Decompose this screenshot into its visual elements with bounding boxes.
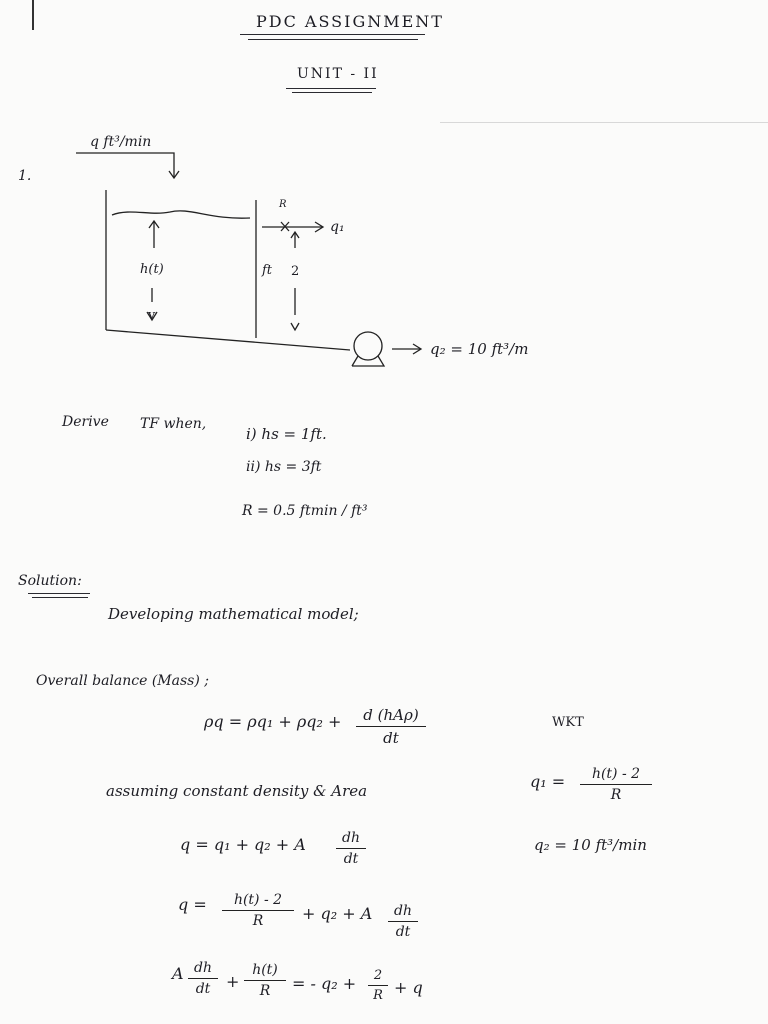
eq2-num: dh (342, 830, 360, 846)
eq4-mid: = - q₂ + (292, 974, 357, 993)
q1-label: q₁ (330, 219, 345, 235)
eq3-num2: dh (394, 903, 412, 919)
overall-balance: Overall balance (Mass) ; (36, 673, 209, 689)
eq4-fraction-1 (188, 960, 218, 997)
eq2-den: dt (343, 851, 359, 867)
eq3-num: h(t) - 2 (233, 892, 283, 908)
unit-underline-2 (292, 92, 372, 93)
eq4-bar3 (368, 985, 388, 986)
developing-model: Developing mathematical model; (108, 605, 359, 623)
derive-label: Derive (62, 414, 109, 430)
eq3-fraction-2 (388, 903, 418, 940)
eq1-bar (356, 726, 426, 727)
eq3-fraction (222, 892, 294, 929)
problem-number: 1. (18, 168, 32, 184)
eq4-bar2 (244, 980, 286, 981)
outlet-pipe (106, 330, 350, 350)
wkt-label: WKT (552, 715, 584, 730)
unit-underline (286, 88, 376, 89)
eq4-num1: dh (194, 960, 212, 976)
wkt-q2: q₂ = 10 ft³/min (534, 836, 647, 854)
eq3-lhs: q = (178, 895, 207, 914)
eq4-num3: 2 (373, 968, 383, 983)
wkt-q1-bar (580, 784, 652, 785)
title-underline-2 (248, 39, 418, 40)
wkt-q1-den: R (610, 787, 622, 803)
resistance-value: R = 0.5 ftmin / ft³ (242, 503, 368, 519)
solution-heading: Solution: (18, 573, 82, 589)
eq1-lhs: ρq = ρq₁ + ρq₂ + (204, 712, 342, 731)
eq2-bar (336, 848, 366, 849)
eq3-den: R (252, 913, 264, 929)
eq4-num2: h(t) (252, 962, 278, 978)
eq3-den2: dt (395, 924, 411, 940)
water-surface (112, 211, 250, 218)
eq4-bar1 (188, 978, 218, 979)
solution-underline (28, 593, 90, 594)
pump-outflow-label: q₂ = 10 ft³/m (430, 340, 529, 358)
eq4-den2: R (259, 983, 271, 999)
pump-icon (354, 332, 382, 360)
margin-mark (32, 0, 34, 30)
level-v: v (148, 308, 156, 323)
tf-when-label: TF when, (140, 416, 207, 432)
wkt-q1-fraction (580, 766, 652, 803)
eq1-num: d (hAρ) (363, 706, 419, 724)
unit-label: UNIT - II (297, 66, 379, 82)
inflow-label: q ft³/min (90, 134, 152, 150)
eq1-fraction (356, 706, 426, 747)
wkt-q1-lhs: q₁ = (530, 772, 566, 791)
eq1-den: dt (383, 729, 399, 747)
assumption: assuming constant density & Area (106, 782, 368, 800)
eq3-bar (222, 910, 294, 911)
inflow-arrow (76, 153, 174, 177)
eq2-lhs: q = q₁ + q₂ + A (180, 835, 306, 854)
wkt-q1-num: h(t) - 2 (591, 766, 641, 782)
level-label: h(t) (140, 262, 164, 277)
eq4-fraction-3 (368, 968, 388, 1003)
title-underline (240, 34, 425, 35)
eq4-end: + q (394, 978, 423, 997)
two-label: 2 (291, 264, 300, 279)
eq4-fraction-2 (244, 962, 286, 999)
eq4-den1: dt (195, 981, 211, 997)
solution-underline-2 (32, 597, 88, 598)
valve-label: R (279, 199, 287, 210)
page-title: PDC ASSIGNMENT (256, 12, 444, 31)
eq3-bar2 (388, 921, 418, 922)
eq4-plus: + (226, 972, 240, 991)
case-1: i) hs = 1ft. (246, 425, 327, 443)
eq2-fraction (336, 830, 366, 867)
eq4-den3: R (373, 988, 383, 1003)
case-2: ii) hs = 3ft (246, 459, 322, 475)
ft-label: ft (262, 263, 273, 278)
eq3-mid: + q₂ + A (302, 904, 373, 923)
eq4-A: A (172, 964, 184, 983)
